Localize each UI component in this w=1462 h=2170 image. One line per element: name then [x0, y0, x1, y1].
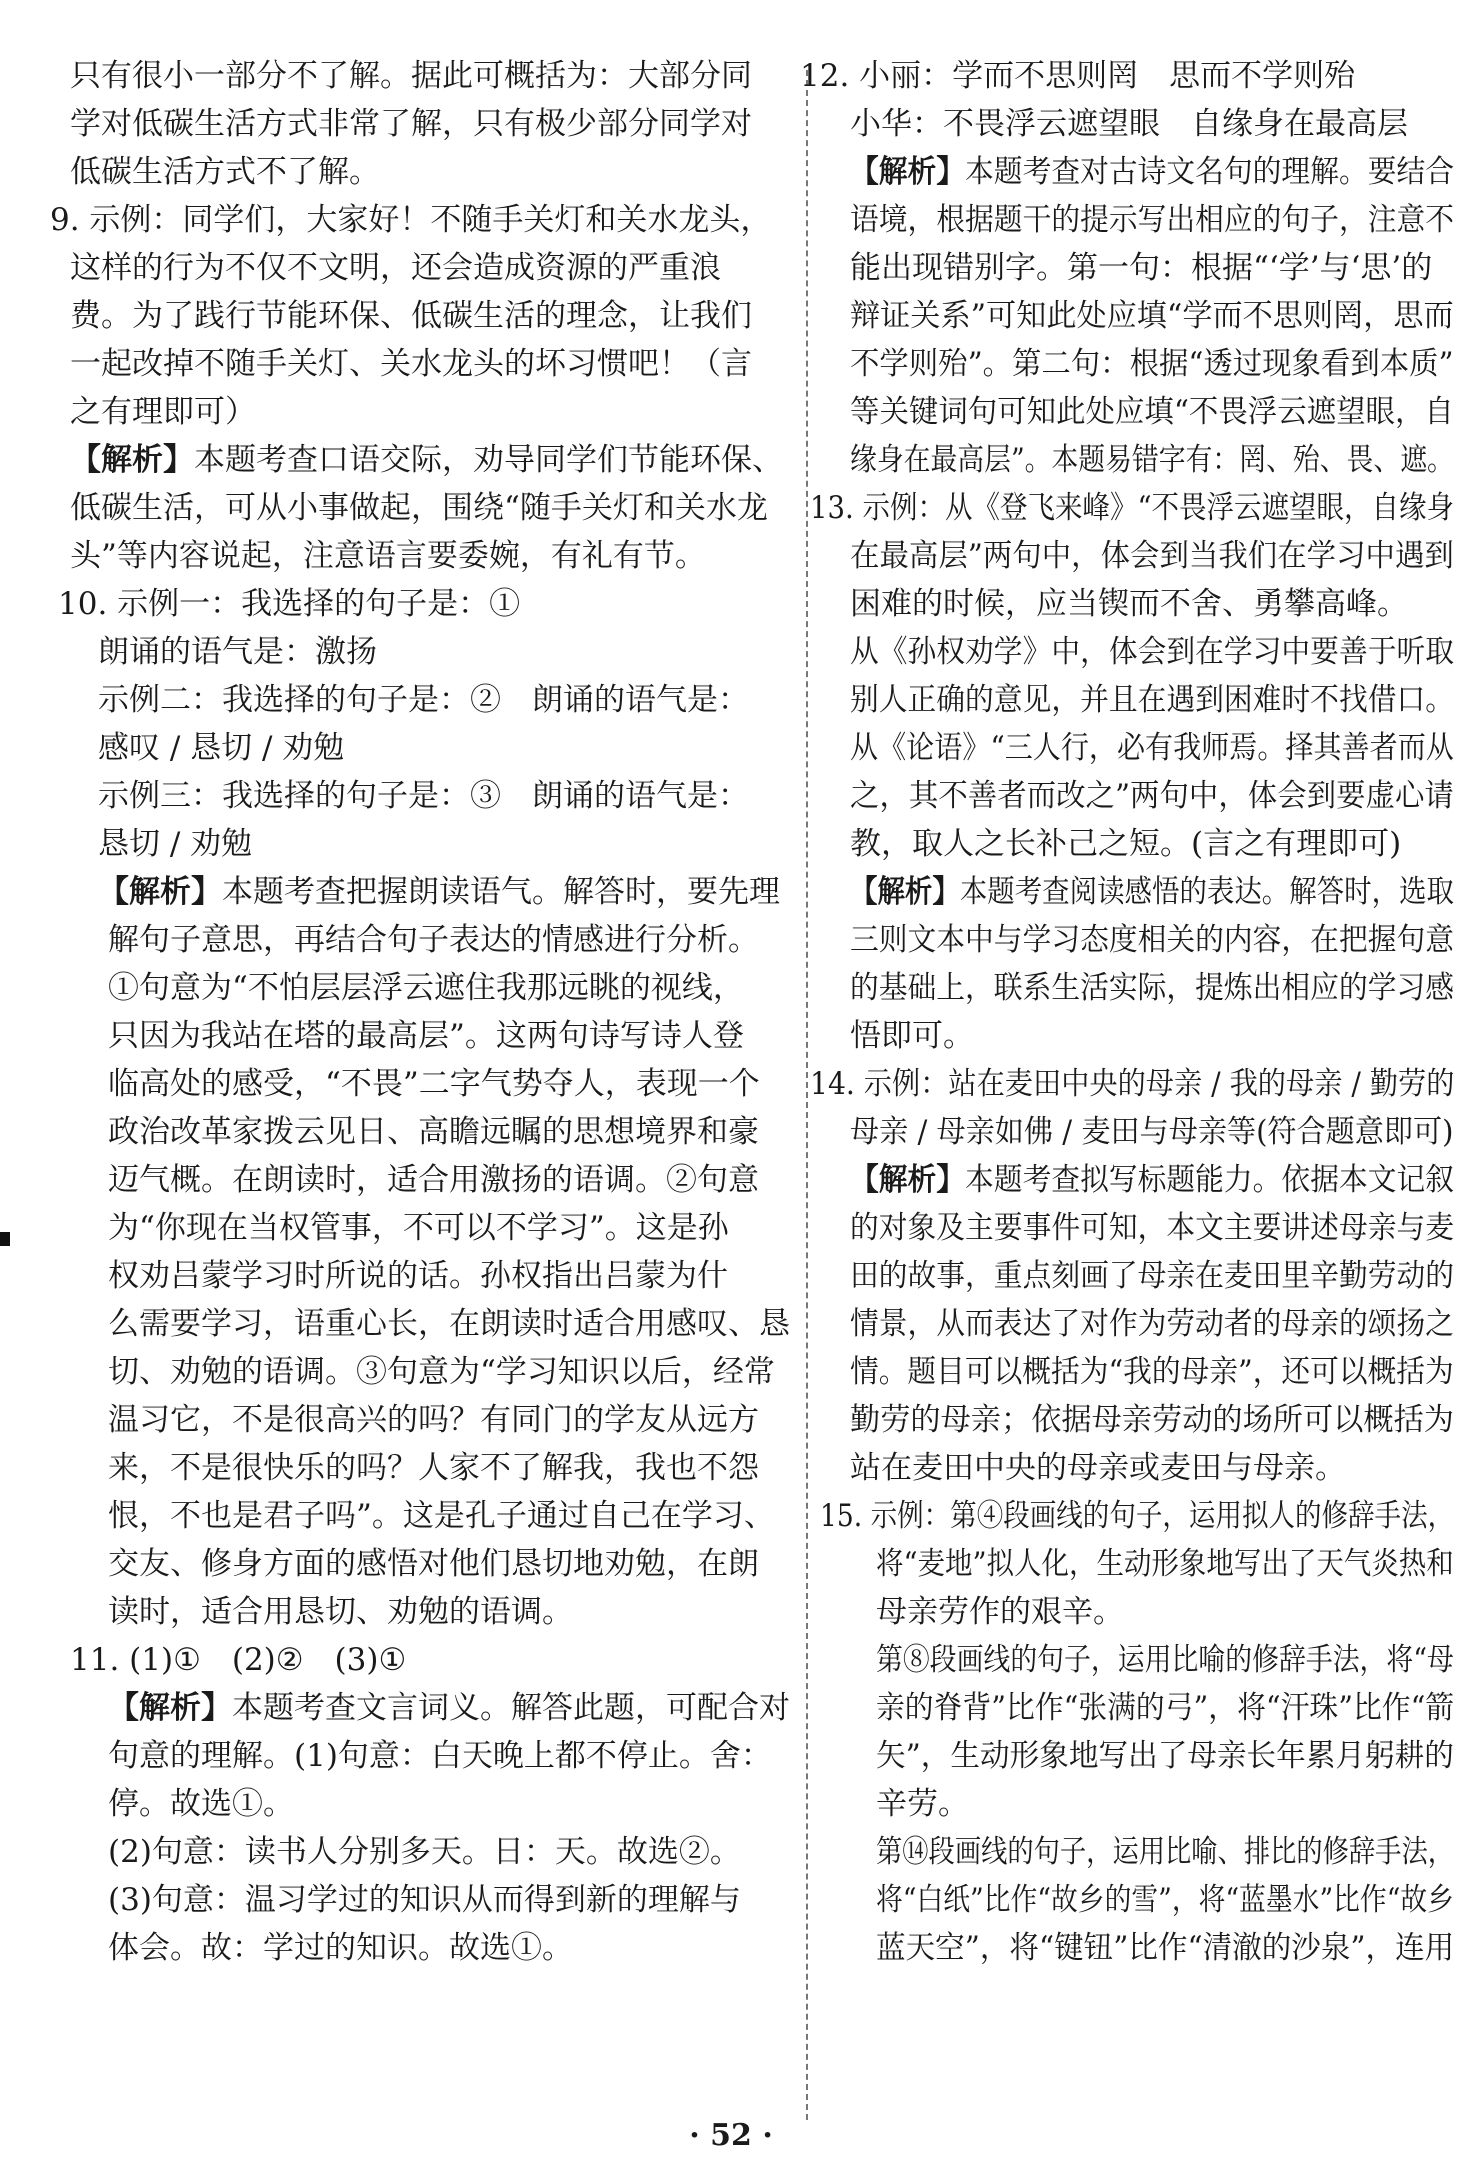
analysis-label: 【解析】 [70, 442, 194, 478]
text-line: 交友、修身方面的感悟对他们恳切地劝勉，在朗 [108, 1546, 759, 1582]
text-line: 田的故事，重点刻画了母亲在麦田里辛勤劳动的 [850, 1258, 1454, 1294]
text-line: 困难的时候，应当锲而不舍、勇攀高峰。 [850, 586, 1408, 622]
analysis-label: 【解析】 [850, 874, 960, 910]
text-line: 的对象及主要事件可知，本文主要讲述母亲与麦 [850, 1210, 1454, 1246]
question-9: 9. 示例：同学们，大家好！不随手关灯和关水龙头， [50, 202, 772, 238]
text-line: 小华：不畏浮云遮望眼 自缘身在最高层 [850, 106, 1408, 142]
text-line: 情。题目可以概括为“我的母亲”，还可以概括为 [850, 1354, 1454, 1390]
text-line: 缘身在最高层”。本题易错字有：罔、殆、畏、遮。 [850, 442, 1454, 478]
text-line: 能出现错别字。第一句：根据“‘学’与‘思’的 [850, 250, 1433, 286]
text-line: 恳切 / 劝勉 [98, 826, 253, 862]
text-line: 教，取人之长补己之短。(言之有理即可) [850, 826, 1402, 862]
question-10: 10. 示例一：我选择的句子是：① [58, 586, 521, 622]
text-line: 权劝吕蒙学习时所说的话。孙权指出吕蒙为什 [108, 1258, 728, 1294]
text-line: 政治改革家拨云见日、高瞻远瞩的思想境界和豪 [108, 1114, 759, 1150]
analysis-line: 【解析】本题考查文言词义。解答此题，可配合对 [108, 1690, 790, 1726]
text-line: (3)句意：温习学过的知识从而得到新的理解与 [108, 1882, 741, 1918]
text-line: 蓝天空”，将“键钮”比作“清澈的沙泉”，连用 [876, 1930, 1455, 1966]
text-line: 切、劝勉的语调。③句意为“学习知识以后，经常 [108, 1354, 775, 1390]
analysis-label: 【解析】 [850, 154, 966, 190]
text-line: 感叹 / 恳切 / 劝勉 [98, 730, 345, 766]
text-line: 只因为我站在塔的最高层”。这两句诗写诗人登 [108, 1018, 744, 1054]
text-line: 朗诵的语气是：激扬 [98, 634, 377, 670]
analysis-line: 【解析】本题考查拟写标题能力。依据本文记叙 [850, 1162, 1454, 1198]
text-line: 为“你现在当权管事，不可以不学习”。这是孙 [108, 1210, 729, 1246]
text-line: 迈气概。在朗读时，适合用激扬的语调。②句意 [108, 1162, 759, 1198]
text-line: 温习它，不是很高兴的吗？有同门的学友从远方 [108, 1402, 759, 1438]
text-line: 解句子意思，再结合句子表达的情感进行分析。 [108, 922, 759, 958]
edge-mark [0, 1232, 10, 1246]
text-line: 之有理即可） [70, 394, 256, 430]
text-line: 学对低碳生活方式非常了解，只有极少部分同学对 [70, 106, 752, 142]
text-line: 别人正确的意见，并且在遇到困难时不找借口。 [850, 682, 1454, 718]
analysis-line: 【解析】本题考查口语交际，劝导同学们节能环保、 [70, 442, 783, 478]
text-line: 体会。故：学过的知识。故选①。 [108, 1930, 573, 1966]
text-line: 将“麦地”拟人化，生动形象地写出了天气炎热和 [876, 1546, 1454, 1582]
text-line: 在最高层”两句中，体会到当我们在学习中遇到 [850, 538, 1454, 574]
text-line: 不学则殆”。第二句：根据“透过现象看到本质” [850, 346, 1454, 382]
analysis-label: 【解析】 [850, 1162, 966, 1198]
text-line: 示例三：我选择的句子是：③ 朗诵的语气是： [98, 778, 749, 814]
text-line: 读时，适合用恳切、劝勉的语调。 [108, 1594, 573, 1630]
text-line: 矢”，生动形象地写出了母亲长年累月躬耕的 [876, 1738, 1454, 1774]
text-line: 亲的脊背”比作“张满的弓”，将“汗珠”比作“箭 [876, 1690, 1455, 1726]
text-line: 第⑧段画线的句子，运用比喻的修辞手法，将“母 [876, 1642, 1454, 1678]
text-line: 头”等内容说起，注意语言要委婉，有礼有节。 [70, 538, 706, 574]
question-12: 12. 小丽：学而不思则罔 思而不学则殆 [800, 58, 1356, 94]
text-line: 句意的理解。(1)句意：白天晚上都不停止。舍： [108, 1738, 772, 1774]
text-line: 一起改掉不随手关灯、关水龙头的坏习惯吧！（言 [70, 346, 752, 382]
text-line: 从《孙权劝学》中，体会到在学习中要善于听取 [850, 634, 1454, 670]
text-line: 勤劳的母亲；依据母亲劳动的场所可以概括为 [850, 1402, 1455, 1438]
analysis-line: 【解析】本题考查阅读感悟的表达。解答时，选取 [850, 874, 1454, 910]
text-line: 之，其不善者而改之”两句中，体会到要虚心请 [850, 778, 1454, 814]
text-line: 费。为了践行节能环保、低碳生活的理念，让我们 [70, 298, 752, 334]
text-line: 母亲劳作的艰辛。 [876, 1594, 1124, 1630]
question-15: 15. 示例：第④段画线的句子，运用拟人的修辞手法， [820, 1498, 1455, 1534]
text-line: 辩证关系”可知此处应填“学而不思则罔，思而 [850, 298, 1454, 334]
text-line: 等关键词句可知此处应填“不畏浮云遮望眼，自 [850, 394, 1454, 430]
question-14: 14. 示例：站在麦田中央的母亲 / 我的母亲 / 勤劳的 [810, 1066, 1455, 1102]
text-line: 只有很小一部分不了解。据此可概括为：大部分同 [70, 58, 752, 94]
text-line: 低碳生活，可从小事做起，围绕“随手关灯和关水龙 [70, 490, 768, 526]
text-line: 来，不是很快乐的吗？人家不了解我，我也不怨 [108, 1450, 759, 1486]
text-line: 语境，根据题干的提示写出相应的句子，注意不 [850, 202, 1454, 238]
text-line: 悟即可。 [850, 1018, 974, 1054]
text-line: 这样的行为不仅不文明，还会造成资源的严重浪 [70, 250, 721, 286]
text-line: 三则文本中与学习态度相关的内容，在把握句意 [850, 922, 1454, 958]
question-13: 13. 示例：从《登飞来峰》“不畏浮云遮望眼，自缘身 [810, 490, 1455, 526]
column-divider [806, 70, 809, 2120]
text-line: 将“白纸”比作“故乡的雪”，将“蓝墨水”比作“故乡 [876, 1882, 1454, 1918]
text-line: 母亲 / 母亲如佛 / 麦田与母亲等(符合题意即可) [850, 1114, 1454, 1150]
analysis-label: 【解析】 [108, 1690, 232, 1726]
text-line: 低碳生活方式不了解。 [70, 154, 380, 190]
question-11: 11. (1)① (2)② (3)① [70, 1642, 407, 1678]
text-line: 么需要学习，语重心长，在朗读时适合用感叹、恳 [108, 1306, 790, 1342]
text-line: 辛劳。 [876, 1786, 969, 1822]
text-line: 从《论语》“三人行，必有我师焉。择其善者而从 [850, 730, 1454, 766]
text-line: 第⑭段画线的句子，运用比喻、排比的修辞手法， [876, 1834, 1454, 1870]
analysis-line: 【解析】本题考查把握朗读语气。解答时，要先理 [98, 874, 780, 910]
text-line: 恨，不也是君子吗”。这是孔子通过自己在学习、 [108, 1498, 775, 1534]
text-line: 停。故选①。 [108, 1786, 294, 1822]
analysis-label: 【解析】 [98, 874, 222, 910]
text-line: ①句意为“不怕层层浮云遮住我那远眺的视线， [108, 970, 744, 1006]
text-line: 站在麦田中央的母亲或麦田与母亲。 [850, 1450, 1346, 1486]
text-line: 临高处的感受，“不畏”二字气势夺人，表现一个 [108, 1066, 760, 1102]
text-line: (2)句意：读书人分别多天。日：天。故选②。 [108, 1834, 741, 1870]
text-line: 示例二：我选择的句子是：② 朗诵的语气是： [98, 682, 749, 718]
page-number: · 52 · [689, 2118, 773, 2153]
text-line: 情景，从而表达了对作为劳动者的母亲的颂扬之 [850, 1306, 1454, 1342]
text-line: 的基础上，联系生活实际，提炼出相应的学习感 [850, 970, 1454, 1006]
analysis-line: 【解析】本题考查对古诗文名句的理解。要结合 [850, 154, 1454, 190]
